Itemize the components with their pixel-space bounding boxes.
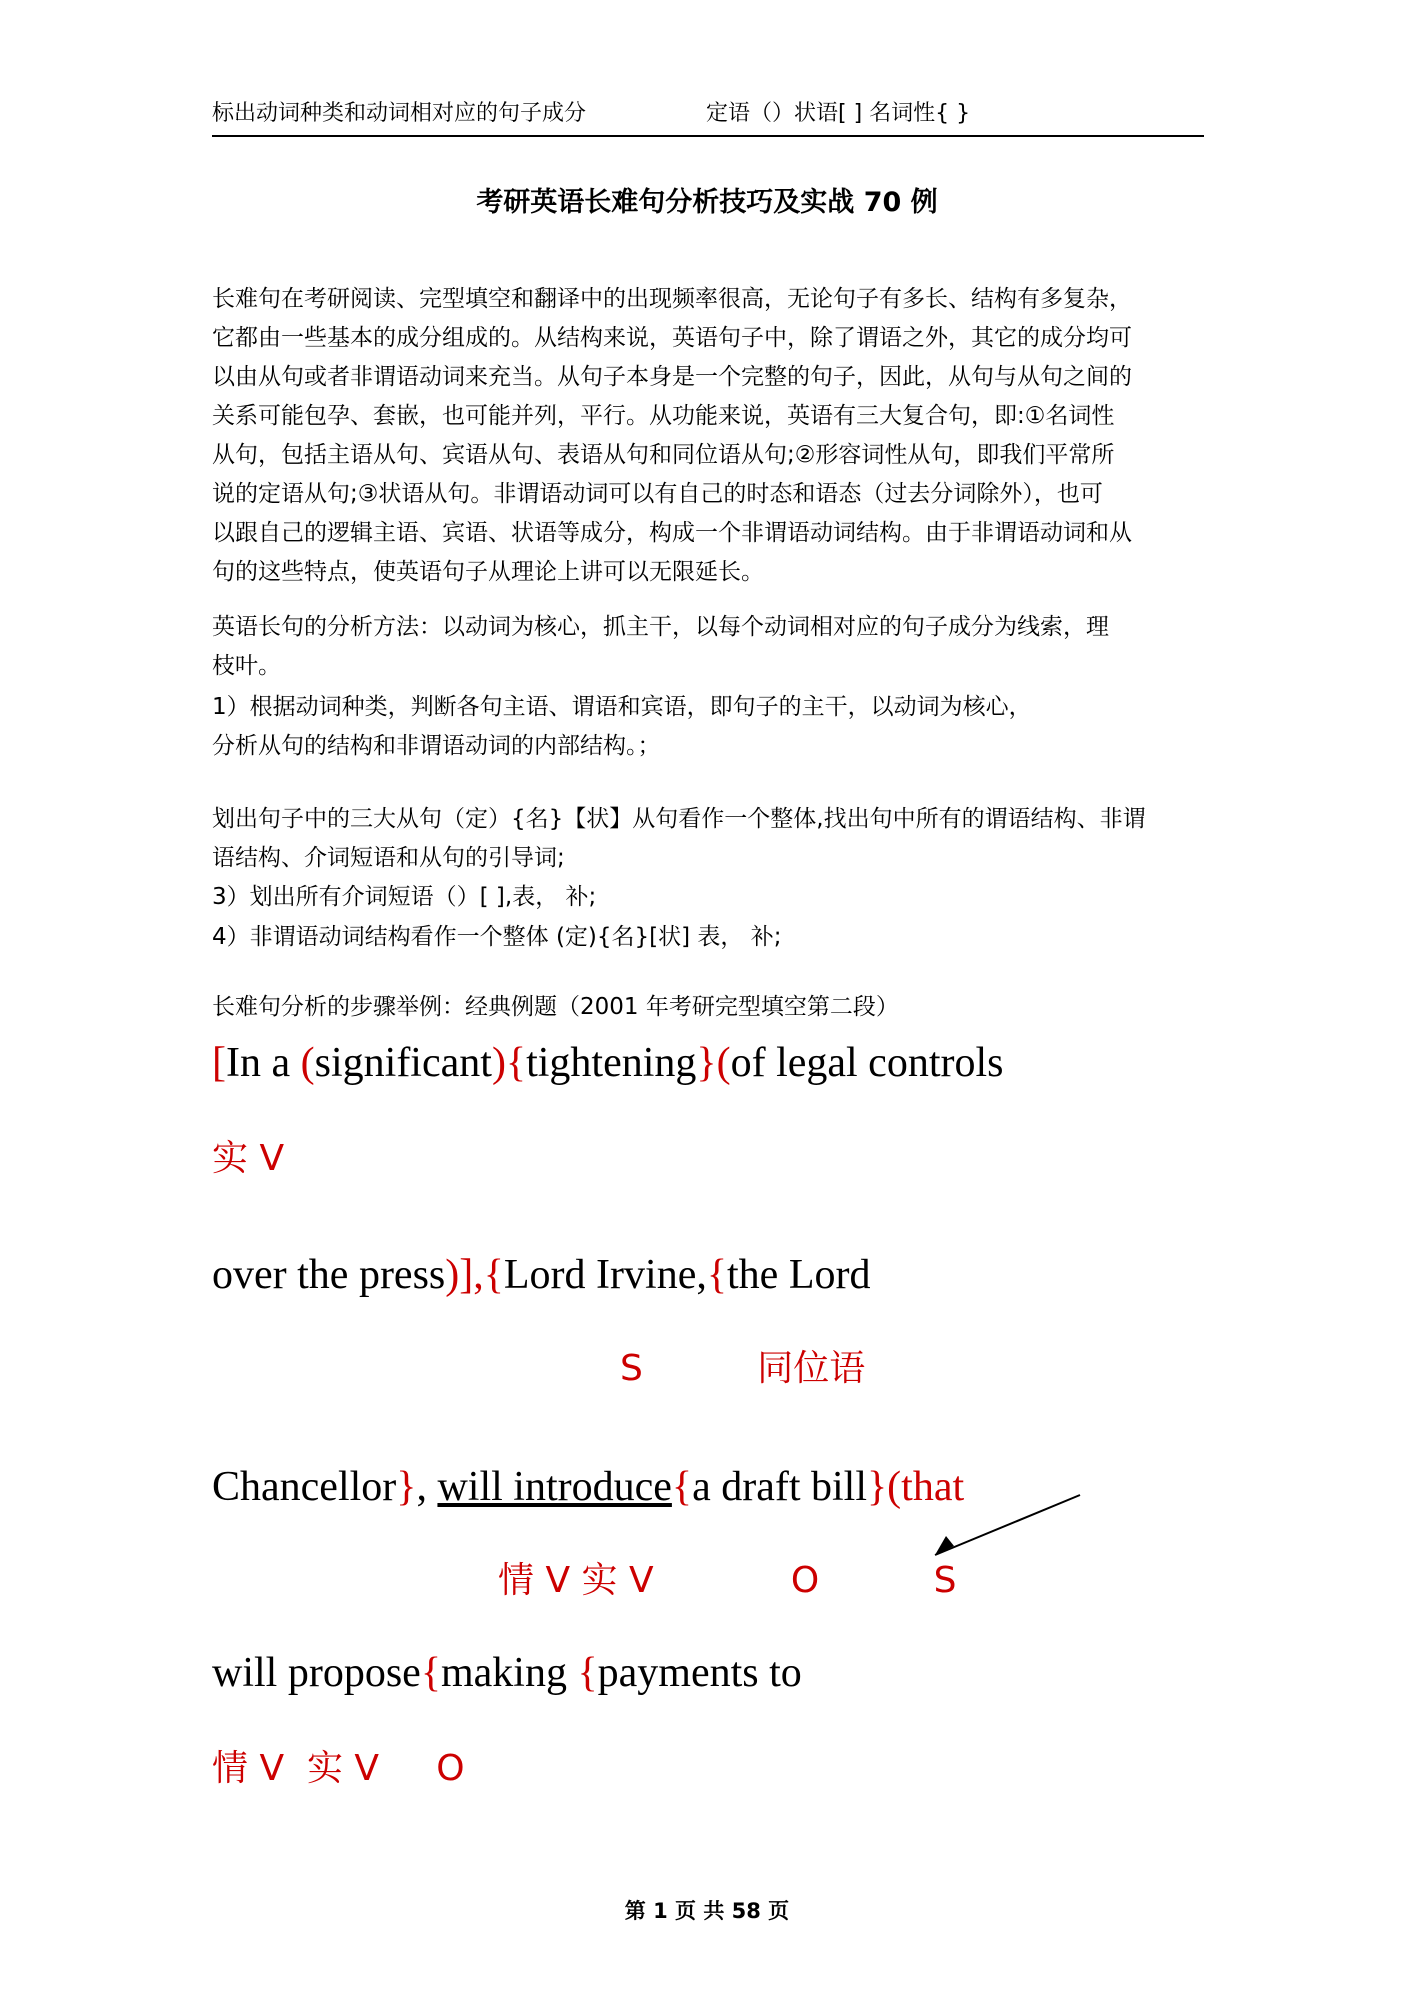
reference-arrow-icon (930, 1490, 1090, 1560)
paragraph-line: 以由从句或者非谓语动词来充当。从句子本身是一个完整的句子，因此，从句与从句之间的 (212, 364, 1132, 390)
paragraph-line: 关系可能包孕、套嵌，也可能并列，平行。从功能来说，英语有三大复合句，即:①名词性 (212, 403, 1115, 429)
paragraph-line: 英语长句的分析方法：以动词为核心，抓主干，以每个动词相对应的句子成分为线索，理 (212, 614, 1109, 640)
paragraph-line: 以跟自己的逻辑主语、宾语、状语等成分，构成一个非谓语动词结构。由于非谓语动词和从 (212, 520, 1132, 546)
example-text: a draft bill (692, 1464, 867, 1510)
brace-open: { (420, 1650, 441, 1696)
example-sentence-line-3 (212, 1462, 1332, 1512)
paragraph-method (212, 608, 1212, 686)
paragraph-intro (212, 280, 1212, 592)
page-title: 考研英语长难句分析技巧及实战 70 例 (476, 187, 938, 218)
paragraph-step-3: 3）划出所有介词短语（）[ ],表， 补; (212, 884, 597, 910)
example-text: , (416, 1464, 438, 1510)
paragraph-line: 枝叶。 (212, 653, 281, 679)
paragraph-example-intro: 长难句分析的步骤举例：经典例题（2001 年考研完型填空第二段） (212, 994, 899, 1020)
example-text: payments to (597, 1650, 802, 1696)
example-text: the Lord (727, 1252, 871, 1298)
page-footer: 第 1 页 共 58 页 (624, 1899, 790, 1923)
example-relative-pronoun: that (901, 1464, 965, 1510)
bracket-open: [ (212, 1040, 226, 1086)
paragraph-line: 1）根据动词种类，判断各句主语、谓语和宾语，即句子的主干，以动词为核心， (212, 694, 1032, 720)
example-text: In a (226, 1040, 301, 1086)
example-sentence-line-4 (212, 1648, 1332, 1698)
example-sentence-line-1 (212, 1038, 1332, 1088)
paragraph-step-2 (212, 800, 1212, 878)
example-text: significant (314, 1040, 492, 1086)
paren-open: ( (300, 1040, 315, 1086)
brace-close-paren-open: }( (867, 1464, 902, 1510)
example-text: making (440, 1650, 578, 1696)
example-text: will propose (212, 1650, 421, 1696)
annotation-line-1: 实 V (212, 1138, 285, 1179)
paren-close-brace-open: ){ (491, 1040, 527, 1086)
paragraph-line: 说的定语从句;③状语从句。非谓语动词可以有自己的时态和语态（过去分词除外），也可 (212, 481, 1103, 507)
page-header (212, 96, 1204, 137)
example-text: Lord Irvine, (503, 1252, 707, 1298)
example-predicate-underlined: will introduce (437, 1464, 672, 1510)
paragraph-line: 语结构、介词短语和从句的引导词; (212, 845, 565, 871)
paragraph-line: 长难句在考研阅读、完型填空和翻译中的出现频率很高，无论句子有多长、结构有多复杂， (212, 286, 1132, 312)
example-text: Chancellor (212, 1464, 397, 1510)
paragraph-line: 从句，包括主语从句、宾语从句、表语从句和同位语从句;②形容词性从句，即我们平常所 (212, 442, 1115, 468)
paragraph-line: 分析从句的结构和非谓语动词的内部结构。； (212, 733, 661, 759)
brace-open: { (706, 1252, 728, 1298)
annotation-line-4: 情 V 实 V O (212, 1748, 465, 1789)
paragraph-line: 划出句子中的三大从句（定）{名}【状】从句看作一个整体,找出句中所有的谓语结构、非谓 (212, 806, 1146, 832)
annotation-line-3: 情 V 实 V O S (498, 1560, 957, 1601)
header-left-text: 标出动词种类和动词相对应的句子成分 (212, 101, 587, 126)
example-sentence-line-2 (212, 1250, 1332, 1300)
paren-bracket-brace: )],{ (445, 1252, 504, 1298)
paragraph-line: 它都由一些基本的成分组成的。从结构来说，英语句子中，除了谓语之外，其它的成分均可 (212, 325, 1132, 351)
brace-open: { (671, 1464, 693, 1510)
brace-close: } (396, 1464, 417, 1510)
header-right-text: 定语（）状语[ ] 名词性{ } (706, 101, 971, 126)
annotation-line-2: S 同位语 (620, 1348, 866, 1389)
brace-close-paren-open: }( (696, 1040, 731, 1086)
brace-open: { (577, 1650, 598, 1696)
paragraph-step-1 (212, 688, 1212, 766)
example-text: tightening (526, 1040, 697, 1086)
example-text: of legal controls (730, 1040, 1004, 1086)
example-text: over the press (212, 1252, 446, 1298)
paragraph-step-4: 4）非谓语动词结构看作一个整体 (定){名}[状] 表， 补; (212, 924, 782, 950)
paragraph-line: 句的这些特点，使英语句子从理论上讲可以无限延长。 (212, 559, 764, 585)
